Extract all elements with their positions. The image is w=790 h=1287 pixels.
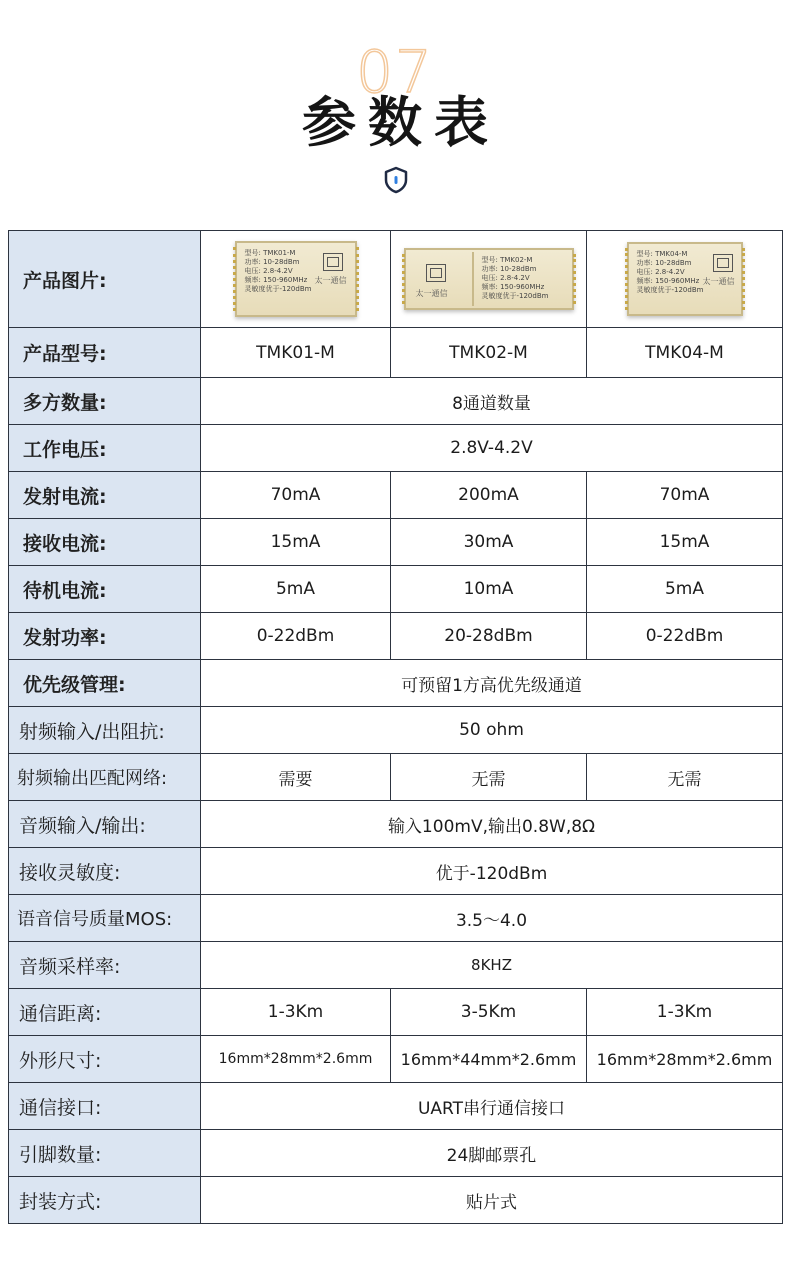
cell: 70mA — [587, 472, 783, 519]
table-row — [9, 613, 783, 660]
module-spec-text: 型号: TMK01-M 功率: 10-28dBm 电压: 2.8-4.2V 频率: 150-960MHz 灵敏度优于-120dBm — [244, 249, 312, 293]
page-title: 参数表 — [302, 91, 500, 154]
table-row — [9, 425, 783, 472]
brand-logo-icon — [713, 254, 733, 272]
row-label: 发射电流: — [9, 472, 201, 519]
cell: 24脚邮票孔 — [201, 1130, 783, 1177]
row-label: 外形尺寸: — [9, 1036, 201, 1083]
module-brand: 太一通信 — [415, 289, 448, 298]
cell: 3.5～4.0 — [201, 895, 783, 942]
header — [0, 0, 790, 230]
row-label: 待机电流: — [9, 566, 201, 613]
table-row — [9, 378, 783, 425]
cell: TMK04-M — [587, 328, 783, 378]
cell: TMK02-M — [391, 328, 587, 378]
row-label: 射频输出匹配网络: — [9, 754, 201, 801]
cell: 1-3Km — [587, 989, 783, 1036]
table-row — [9, 328, 783, 378]
cell: 3-5Km — [391, 989, 587, 1036]
table-row — [9, 231, 783, 328]
table-row — [9, 1177, 783, 1224]
row-label: 引脚数量: — [9, 1130, 201, 1177]
row-label: 多方数量: — [9, 378, 201, 425]
cell: 可预留1方高优先级通道 — [201, 660, 783, 707]
cell: 输入100mV,输出0.8W,8Ω — [201, 801, 783, 848]
cell: 70mA — [201, 472, 391, 519]
table-row — [9, 754, 783, 801]
cell: 0-22dBm — [201, 613, 391, 660]
cell: UART串行通信接口 — [201, 1083, 783, 1130]
cell: 15mA — [587, 519, 783, 566]
cell: 8KHZ — [201, 942, 783, 989]
cell: 20-28dBm — [391, 613, 587, 660]
table-row — [9, 801, 783, 848]
row-label: 音频输入/输出: — [9, 801, 201, 848]
table-row — [9, 1130, 783, 1177]
cell: 0-22dBm — [587, 613, 783, 660]
row-label: 接收灵敏度: — [9, 848, 201, 895]
row-label: 通信距离: — [9, 989, 201, 1036]
row-label: 接收电流: — [9, 519, 201, 566]
row-label: 优先级管理: — [9, 660, 201, 707]
table-row — [9, 848, 783, 895]
cell: 5mA — [587, 566, 783, 613]
row-label: 射频输入/出阻抗: — [9, 707, 201, 754]
cell: 8通道数量 — [201, 378, 783, 425]
table-row — [9, 472, 783, 519]
product-image-tmk01 — [201, 231, 391, 328]
cell: 16mm*28mm*2.6mm — [201, 1036, 391, 1083]
row-label: 音频采样率: — [9, 942, 201, 989]
cell: 贴片式 — [201, 1177, 783, 1224]
cell: 无需 — [391, 754, 587, 801]
cell: 10mA — [391, 566, 587, 613]
table-row — [9, 1083, 783, 1130]
product-image-tmk02 — [391, 231, 587, 328]
section-number: 07 — [356, 38, 434, 106]
row-label: 发射功率: — [9, 613, 201, 660]
table-row — [9, 519, 783, 566]
brand-logo-icon — [426, 264, 446, 282]
shield-icon — [383, 166, 409, 194]
table-row — [9, 989, 783, 1036]
table-row — [9, 895, 783, 942]
cell: 优于-120dBm — [201, 848, 783, 895]
table-row — [9, 660, 783, 707]
cell: 需要 — [201, 754, 391, 801]
row-label: 通信接口: — [9, 1083, 201, 1130]
module-spec-text: 型号: TMK04-M 功率: 10-28dBm 电压: 2.8-4.2V 频率: 150-960MHz 灵敏度优于-120dBm — [636, 250, 704, 294]
cell: 30mA — [391, 519, 587, 566]
row-label: 封装方式: — [9, 1177, 201, 1224]
table-row — [9, 1036, 783, 1083]
row-label: 产品图片: — [9, 231, 201, 328]
cell: 15mA — [201, 519, 391, 566]
spec-table — [8, 230, 783, 1224]
cell: 无需 — [587, 754, 783, 801]
module-brand: 太一通信 — [702, 277, 735, 286]
brand-logo-icon — [323, 253, 343, 271]
cell: 2.8V-4.2V — [201, 425, 783, 472]
module-brand: 太一通信 — [314, 276, 347, 285]
cell: 50 ohm — [201, 707, 783, 754]
product-image-tmk04 — [587, 231, 783, 328]
cell: 200mA — [391, 472, 587, 519]
table-row — [9, 707, 783, 754]
cell: TMK01-M — [201, 328, 391, 378]
row-label: 工作电压: — [9, 425, 201, 472]
table-row — [9, 942, 783, 989]
cell: 16mm*44mm*2.6mm — [391, 1036, 587, 1083]
cell: 5mA — [201, 566, 391, 613]
module-spec-text: 型号: TMK02-M 功率: 10-28dBm 电压: 2.8-4.2V 频率: 150-960MHz 灵敏度优于-120dBm — [481, 256, 549, 300]
table-row — [9, 566, 783, 613]
cell: 16mm*28mm*2.6mm — [587, 1036, 783, 1083]
row-label: 语音信号质量MOS: — [9, 895, 201, 942]
row-label: 产品型号: — [9, 328, 201, 378]
cell: 1-3Km — [201, 989, 391, 1036]
